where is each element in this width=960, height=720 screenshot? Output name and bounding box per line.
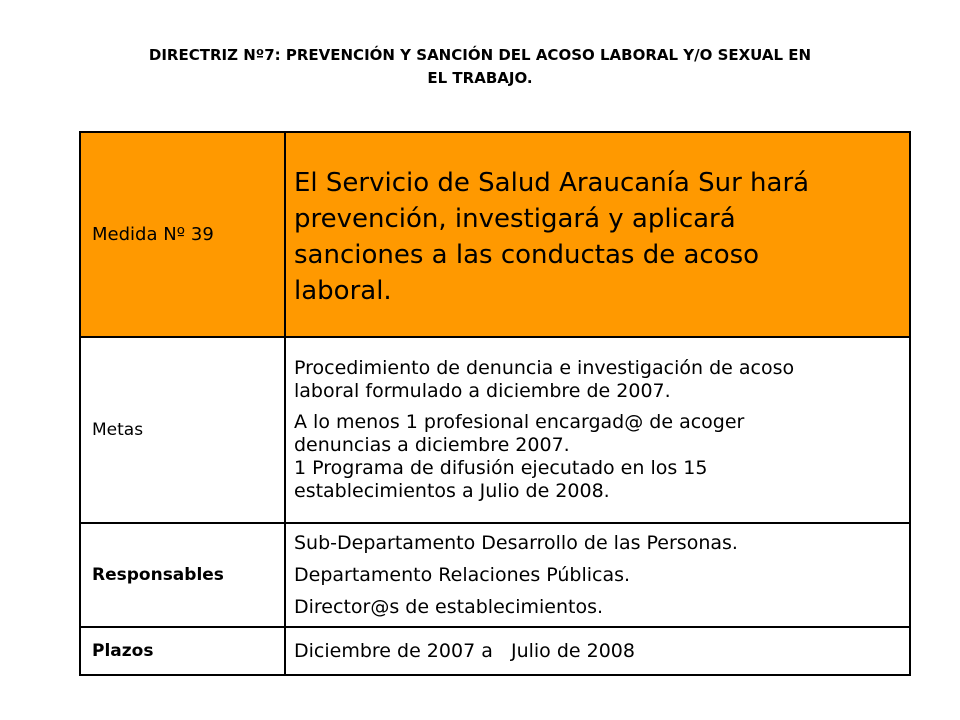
responsables-line: Director@s de establecimientos. — [294, 595, 604, 618]
responsables-label: Responsables — [92, 565, 224, 585]
title-line-1: DIRECTRIZ Nº7: PREVENCIÓN Y SANCIÓN DEL ACOSO LABORAL Y/O SEXUAL EN — [148, 46, 812, 64]
plazos-label: Plazos — [92, 641, 154, 661]
metas-line: 1 Programa de difusión ejecutado en los 15 — [294, 457, 708, 479]
responsables-row — [80, 523, 910, 627]
measure-description-cell — [285, 132, 910, 337]
metas-label: Metas — [92, 420, 144, 440]
metas-line: laboral formulado a diciembre de 2007. — [294, 380, 671, 402]
plazos-row — [80, 627, 910, 675]
header-row — [80, 132, 910, 337]
metas-line: establecimientos a Julio de 2008. — [294, 480, 610, 502]
title-line-2: EL TRABAJO. — [427, 69, 533, 87]
description-line: El Servicio de Salud Araucanía Sur hará — [294, 167, 810, 198]
plazos-label-cell — [80, 627, 285, 675]
directive-table — [79, 131, 911, 676]
metas-line: A lo menos 1 profesional encargad@ de acoger — [294, 411, 745, 433]
description-line: prevención, investigará y aplicará — [294, 203, 736, 234]
metas-line: denuncias a diciembre 2007. — [294, 434, 570, 456]
responsables-label-cell — [80, 523, 285, 627]
measure-number-cell — [80, 132, 285, 337]
plazos-value: Diciembre de 2007 a Julio de 2008 — [294, 639, 635, 662]
description-line: laboral. — [294, 275, 392, 306]
metas-label-cell — [80, 337, 285, 523]
metas-line: Procedimiento de denuncia e investigación de acoso — [294, 357, 795, 379]
responsables-line: Sub-Departamento Desarrollo de las Personas. — [294, 531, 738, 554]
responsables-content-cell — [285, 523, 910, 627]
description-line: sanciones a las conductas de acoso — [294, 239, 760, 270]
measure-number: Medida Nº 39 — [92, 224, 214, 245]
measure-description — [294, 161, 903, 309]
metas-row — [80, 337, 910, 523]
responsables-line: Departamento Relaciones Públicas. — [294, 563, 631, 586]
document-title — [40, 44, 920, 90]
metas-content-cell — [285, 337, 910, 523]
plazos-content-cell — [285, 627, 910, 675]
